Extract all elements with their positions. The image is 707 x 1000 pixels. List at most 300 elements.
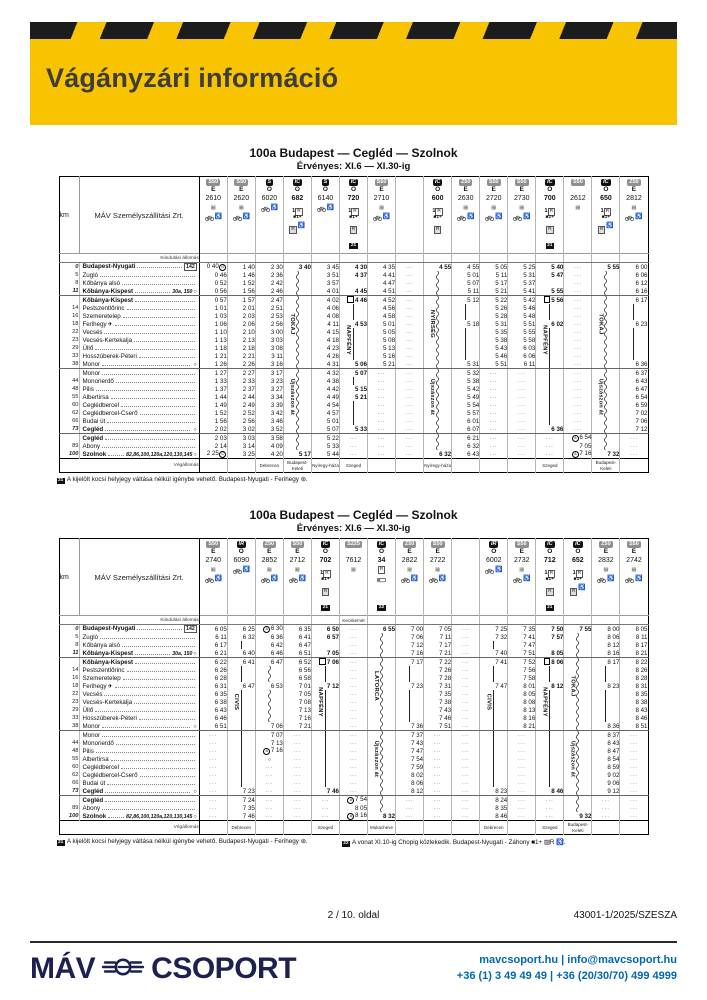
km-value: 44 <box>59 377 79 385</box>
train-header-stack <box>200 177 227 253</box>
no-stop-dots: ··· <box>601 797 610 804</box>
nonstop-wave-icon <box>424 312 451 320</box>
time-value: 5 42 <box>467 385 480 393</box>
nonstop-wave-icon <box>368 690 395 698</box>
pass-through-line <box>465 328 466 336</box>
no-stop-dots: ··· <box>545 797 554 804</box>
pass-through-line <box>353 417 354 425</box>
origin-station <box>480 254 508 263</box>
time-cell <box>396 812 424 821</box>
station-row <box>59 722 648 731</box>
no-stop-dots: ··· <box>377 378 386 385</box>
time-cell <box>564 401 592 409</box>
station-name-wrap <box>80 370 199 377</box>
time-cell <box>424 377 452 385</box>
no-stop-dots: ··· <box>349 683 358 690</box>
time-cell <box>339 706 367 714</box>
time-cell <box>227 320 255 328</box>
pass-through-line <box>409 698 410 706</box>
time-cell <box>311 687 339 717</box>
no-stop-dots: ··· <box>517 772 526 779</box>
time-cell <box>311 385 339 393</box>
pass-through-line <box>353 401 354 409</box>
footer-web-email[interactable]: mavcsoport.hu | info@mavcsoport.hu <box>479 954 677 966</box>
footnote-badge: 21 <box>547 605 553 610</box>
nonstop-wave-icon <box>424 385 451 393</box>
terminus-station: Budapest-Keleti <box>564 821 592 835</box>
time-value: 5 07 <box>467 279 480 287</box>
seat-class-icon: ■1+ <box>293 214 302 220</box>
time-cell <box>508 714 536 722</box>
pass-through-line <box>241 747 242 755</box>
airplane-icon: ✈ <box>107 321 113 328</box>
time-cell <box>227 425 255 434</box>
operating-day-label: E <box>463 186 468 193</box>
time-cell <box>620 812 648 821</box>
dotted-leader <box>102 809 195 810</box>
time-value: 2 53 <box>270 312 283 320</box>
terminus-station <box>368 459 396 473</box>
nonstop-wave-icon <box>368 649 395 657</box>
time-value: 1 03 <box>214 312 227 320</box>
time-cell <box>452 690 480 698</box>
time-value: 7 41 <box>523 633 536 641</box>
brand-word-mav: MÁV <box>30 952 96 985</box>
time-cell <box>536 450 564 459</box>
time-cell <box>339 304 367 312</box>
time-cell <box>255 755 283 763</box>
no-stop-dots: ··· <box>545 805 554 812</box>
no-stop-dots: ··· <box>461 626 470 633</box>
time-cell <box>283 409 311 417</box>
time-cell <box>283 352 311 360</box>
station-name-wrap <box>80 625 199 633</box>
dotted-leader <box>121 406 195 407</box>
train-header-2822 <box>396 539 424 616</box>
origin-station <box>536 254 564 263</box>
origin-row <box>59 616 648 625</box>
time-cell <box>396 763 424 771</box>
terminus-station: Budapest-Keleti <box>592 459 620 473</box>
no-stop-dots: ··· <box>517 402 526 409</box>
km-value: 14 <box>59 304 79 312</box>
pass-through-line <box>633 344 634 352</box>
time-cell <box>564 336 592 344</box>
train-name-vertical: TOKAJ <box>569 675 576 697</box>
no-stop-dots: ··· <box>293 764 302 771</box>
time-cell <box>199 674 227 682</box>
dotted-leader <box>105 439 195 440</box>
time-value: 8 43 <box>635 706 648 714</box>
time-cell <box>480 279 508 287</box>
time-cell <box>227 434 255 443</box>
nonstop-wave-icon <box>564 763 591 771</box>
time-cell <box>368 434 396 443</box>
table-validity: Érvényes: XI.6 — XI.30-ig <box>296 161 411 172</box>
time-value: 6 58 <box>298 674 311 682</box>
mail-icon: ▦ <box>631 205 637 211</box>
no-stop-dots: ··· <box>209 732 218 739</box>
nonstop-wave-icon <box>284 336 311 344</box>
no-stop-dots: ··· <box>461 715 470 722</box>
wheelchair-icon: ♿ <box>410 575 419 582</box>
no-stop-dots: ··· <box>629 780 638 787</box>
km-value: 89 <box>59 442 79 450</box>
time-cell <box>424 442 452 450</box>
station-name: Cegléd <box>82 796 104 804</box>
nonstop-wave-icon <box>284 312 311 320</box>
time-cell <box>424 625 452 634</box>
terminus-station <box>199 821 227 835</box>
km-value: 44 <box>59 739 79 747</box>
time-value: 5 28 <box>495 312 508 320</box>
time-value: 5 07 <box>326 425 339 433</box>
no-stop-dots: ··· <box>573 361 582 368</box>
train-name-vertical: TOKAJ <box>288 313 295 335</box>
time-cell <box>564 641 592 649</box>
time-cell <box>508 649 536 658</box>
km-value: 0 <box>59 263 79 272</box>
time-cell <box>368 779 396 787</box>
nonstop-wave-icon <box>424 287 451 295</box>
time-value: 1 10 <box>214 328 227 336</box>
time-cell <box>339 812 367 821</box>
station-cell <box>79 312 199 320</box>
station-row <box>59 271 648 279</box>
nonstop-wave-icon <box>564 706 591 714</box>
pass-through-line <box>465 304 466 312</box>
station-name: Kőbánya alsó <box>82 279 121 287</box>
dotted-leader <box>121 768 195 769</box>
time-cell <box>424 385 452 393</box>
time-cell <box>452 804 480 812</box>
time-cell <box>592 360 620 369</box>
station-name: Ferihegy <box>82 682 107 690</box>
time-cell <box>339 328 367 336</box>
time-cell <box>368 658 396 667</box>
time-cell <box>452 434 480 443</box>
no-stop-dots: ··· <box>265 772 274 779</box>
pass-through-line <box>493 731 494 739</box>
nonstop-wave-icon <box>592 360 619 368</box>
time-value: 7 47 <box>495 682 508 690</box>
no-stop-dots: ··· <box>293 756 302 763</box>
dotted-leader <box>105 430 190 431</box>
station-name-wrap <box>80 723 199 730</box>
time-cell <box>227 360 255 369</box>
nonstop-wave-icon <box>424 417 451 425</box>
station-name-wrap <box>80 634 199 641</box>
time-cell <box>536 804 564 812</box>
pass-through-line <box>241 739 242 747</box>
time-cell <box>564 442 592 450</box>
time-cell <box>452 633 480 641</box>
no-stop-dots: ··· <box>489 410 498 417</box>
station-row <box>59 417 648 425</box>
no-stop-dots: ··· <box>265 780 274 787</box>
station-name: Monor <box>82 722 101 730</box>
no-stop-dots: ··· <box>517 370 526 377</box>
time-value: 6 06 <box>635 271 648 279</box>
time-cell <box>368 796 396 805</box>
km-value: 73 <box>59 787 79 796</box>
operating-day-label: O <box>603 186 609 193</box>
time-cell <box>592 336 620 344</box>
time-cell <box>620 666 648 674</box>
pass-through-line <box>493 698 494 706</box>
time-value: 8 05 <box>635 625 648 633</box>
time-cell <box>424 763 452 771</box>
bicycle-icon <box>401 570 410 588</box>
no-stop-dots: ··· <box>573 264 582 271</box>
time-value: 6 52 <box>298 658 311 666</box>
no-stop-dots: ··· <box>293 772 302 779</box>
no-stop-dots: ··· <box>489 426 498 433</box>
time-cell <box>592 434 620 443</box>
time-cell <box>564 706 592 714</box>
station-cell <box>79 344 199 352</box>
warning-banner <box>30 22 677 125</box>
time-cell <box>480 804 508 812</box>
nonstop-wave-icon <box>592 401 619 409</box>
time-cell <box>311 706 339 714</box>
time-cell <box>620 633 648 641</box>
pass-through-line <box>549 409 550 417</box>
wheelchair-icon: ♿ <box>606 222 614 229</box>
time-cell <box>311 425 339 434</box>
station-name-wrap <box>80 305 199 312</box>
time-cell <box>424 312 452 320</box>
time-cell <box>620 312 648 320</box>
time-cell <box>199 287 227 296</box>
station-row <box>59 771 648 779</box>
time-value: 7 21 <box>298 722 311 730</box>
terminus-row-label: Végállomás <box>59 459 199 473</box>
time-cell <box>536 625 564 634</box>
time-cell <box>592 450 620 459</box>
time-value: 3 39 <box>270 401 283 409</box>
km-value: 48 <box>59 747 79 755</box>
no-stop-dots: ··· <box>601 805 610 812</box>
time-value: 3 40 <box>298 263 311 271</box>
km-value: 29 <box>59 344 79 352</box>
time-value: 2 03 <box>242 312 255 320</box>
time-cell <box>564 360 592 369</box>
train-header-stack <box>312 177 339 253</box>
time-value: 2 52 <box>242 409 255 417</box>
pass-through-line <box>325 714 326 722</box>
wheelchair-icon: ♿ <box>438 575 447 582</box>
no-stop-dots: ··· <box>405 797 414 804</box>
time-value: 5 43 <box>495 344 508 352</box>
time-cell <box>508 804 536 812</box>
amenity-line <box>513 213 530 221</box>
operator-header: MÁV Személyszállítási Zrt. <box>79 177 199 254</box>
train-header-2852 <box>255 539 283 616</box>
station-row <box>59 714 648 722</box>
km-value: 38 <box>59 360 79 369</box>
time-cell <box>227 304 255 312</box>
time-cell <box>508 633 536 641</box>
time-value: 8 43 <box>607 739 620 747</box>
time-value: 6 03 <box>523 344 536 352</box>
no-stop-dots: ··· <box>461 813 470 820</box>
timetable-1 <box>59 176 649 473</box>
time-value: 8 05 <box>523 690 536 698</box>
train-number: 2710 <box>373 195 390 202</box>
terminus-station: Debrecen <box>480 821 508 835</box>
train-header-stack <box>228 539 255 615</box>
no-stop-dots: ··· <box>349 626 358 633</box>
station-cell <box>79 409 199 417</box>
seat-class-icon: ■1+ <box>349 214 358 220</box>
time-value: 4 32 <box>326 369 339 377</box>
line-numbers: 142 <box>186 264 195 270</box>
time-value: 4 31 <box>326 360 339 368</box>
no-stop-dots: ··· <box>349 732 358 739</box>
mav-emblem-icon <box>101 955 145 984</box>
time-cell <box>592 442 620 450</box>
station-cell <box>79 690 199 698</box>
pass-through-line <box>633 304 634 312</box>
terminus-row <box>59 459 648 473</box>
time-cell <box>424 328 452 336</box>
time-cell <box>339 344 367 352</box>
time-cell <box>339 625 367 634</box>
no-stop-dots: ··· <box>405 426 414 433</box>
time-cell <box>368 690 396 698</box>
wheelchair-icon: ♿ <box>270 575 279 582</box>
time-cell <box>424 649 452 658</box>
time-cell <box>199 312 227 320</box>
station-row <box>59 804 648 812</box>
km-value <box>59 434 79 443</box>
no-stop-dots: ··· <box>265 805 274 812</box>
train-header-2742 <box>620 539 648 616</box>
document-number: 43001-1/2025/SZESZA <box>573 910 677 921</box>
dotted-leader <box>123 679 195 680</box>
time-cell <box>452 296 480 305</box>
note-letter-icon: A <box>347 797 354 804</box>
time-cell <box>283 336 311 344</box>
pass-through-line <box>353 312 354 320</box>
dotted-leader <box>135 663 195 664</box>
pass-through-line <box>241 779 242 787</box>
time-cell <box>536 325 564 355</box>
bicycle-icon <box>429 570 438 588</box>
no-stop-dots: ··· <box>489 394 498 401</box>
time-cell <box>452 755 480 763</box>
time-cell <box>255 271 283 279</box>
no-stop-dots: ··· <box>461 707 470 714</box>
train-number: 6090 <box>233 557 250 564</box>
time-cell <box>227 328 255 336</box>
no-stop-dots: ··· <box>349 772 358 779</box>
no-stop-dots: ··· <box>405 280 414 287</box>
time-cell <box>311 625 339 634</box>
amenity-line <box>322 584 329 592</box>
station-name: Budapest-Nyugati <box>82 263 136 270</box>
time-value: 5 16 <box>383 352 396 360</box>
time-cell <box>480 385 508 393</box>
pass-through-line <box>493 755 494 763</box>
train-category-badge: IC <box>547 541 553 547</box>
time-value: 6 41 <box>242 658 255 666</box>
pass-through-line <box>409 706 410 714</box>
time-value: 0 56 <box>214 287 227 295</box>
no-stop-dots: ··· <box>405 321 414 328</box>
km-value: 18 <box>59 320 79 328</box>
time-cell <box>311 682 339 690</box>
no-stop-dots: ··· <box>405 451 414 458</box>
time-value: 7 57 <box>551 633 564 641</box>
time-value: 8 21 <box>635 649 648 657</box>
time-cell <box>255 787 283 796</box>
seat-class-icon: ■1+ <box>573 576 583 582</box>
time-value: 6 59 <box>635 401 648 409</box>
time-cell <box>508 706 536 714</box>
time-cell <box>368 352 396 360</box>
train-category-badge: S50 <box>292 541 303 547</box>
wheelchair-icon: ♿ <box>494 566 503 573</box>
time-cell <box>255 344 283 352</box>
time-value: 5 08 <box>383 336 396 344</box>
pass-through-line <box>549 739 550 747</box>
time-cell <box>480 641 508 649</box>
station-name-wrap <box>80 329 199 336</box>
time-value: 5 06 <box>354 360 368 368</box>
time-cell <box>536 722 564 731</box>
time-cell <box>199 796 227 805</box>
pass-through-line <box>605 674 606 682</box>
time-value: 3 25 <box>242 450 255 458</box>
time-cell <box>536 779 564 787</box>
km-value: 23 <box>59 698 79 706</box>
time-cell <box>227 369 255 378</box>
time-cell <box>396 344 424 352</box>
time-value: 9 32 <box>579 812 592 820</box>
time-cell <box>199 425 227 434</box>
train-header <box>452 539 480 616</box>
station-row <box>59 682 648 690</box>
time-value: 2 10 <box>242 328 255 336</box>
terminus-station <box>339 821 367 835</box>
station-circle-icon: ○ <box>193 723 197 730</box>
no-stop-dots: ··· <box>489 402 498 409</box>
time-cell <box>339 649 367 658</box>
time-value: 3 46 <box>270 417 283 425</box>
time-cell <box>452 417 480 425</box>
time-cell <box>452 666 480 674</box>
station-row <box>59 320 648 328</box>
train-category-badge: IC <box>603 179 609 185</box>
time-value: 5 54 <box>467 401 480 409</box>
time-cell <box>311 360 339 369</box>
time-cell <box>536 674 564 682</box>
terminus-row-label: Végállomás <box>59 821 199 835</box>
no-stop-dots: ··· <box>349 675 358 682</box>
time-cell <box>620 296 648 305</box>
time-cell <box>508 698 536 706</box>
time-cell <box>564 417 592 425</box>
pass-through-line <box>493 706 494 714</box>
time-cell <box>255 796 283 805</box>
no-stop-dots: ··· <box>349 764 358 771</box>
bicycle-icon <box>233 561 242 579</box>
station-name-wrap <box>80 756 199 763</box>
footer-contact <box>457 953 677 985</box>
time-cell <box>283 450 311 459</box>
